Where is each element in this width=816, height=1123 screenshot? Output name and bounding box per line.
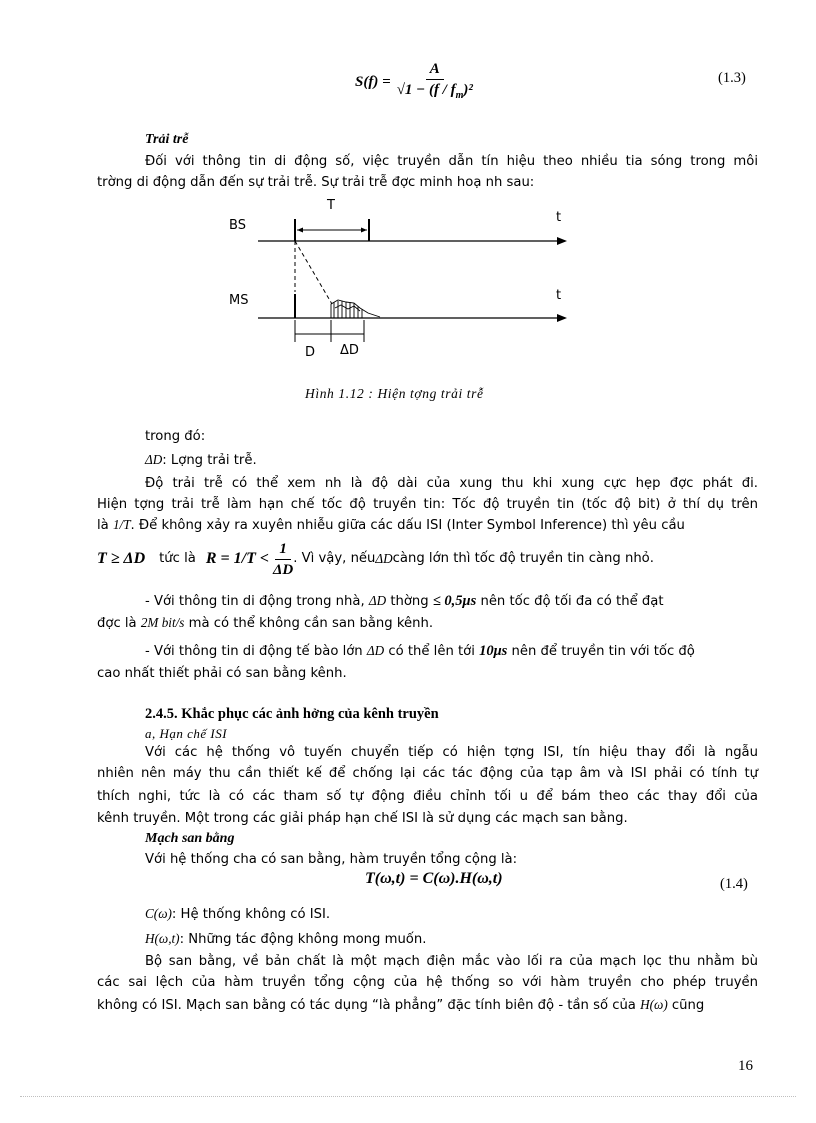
equalizer-para-line-3: không có ISI. Mạch san bằng có tác dụng “là phẳng” đặc tính biên độ - tần số của H(ω) cũng — [97, 997, 705, 1013]
section-para-line-2: nhiên nên máy thu cần thiết kế để chống lại các tác động của tạp âm và ISI phải có tính tự — [97, 766, 758, 781]
inequality-t-delta: T ≥ ΔD — [97, 549, 146, 567]
heading-mach-san-bang: Mạch san bằng — [145, 831, 235, 846]
h-omega-definition: H(ω,t): Những tác động không mong muốn. — [145, 931, 427, 947]
label-time-axis-bs: t — [556, 210, 562, 225]
label-period-t: T — [327, 198, 335, 213]
equation-1-4: T(ω,t) = C(ω).H(ω,t) — [365, 870, 503, 887]
equalizer-para-line-1: Bộ san bằng, về bản chất là một mạch điện mắc vào lối ra của mạch lọc thu nhằm bù — [145, 954, 758, 969]
body-line-2: Hiện tợng trải trễ làm hạn chế tốc độ truyền tin: Tốc độ truyền tin (tốc độ bit) ở thí dụ trên — [97, 497, 758, 512]
body-line-inequality: T ≥ ΔD tức là R = 1/T < $\frac{1}{\Delta D}$ . Vì vậy, nếu ΔD càng lớn thì tốc độ truyền tin càng nhỏ. — [97, 540, 654, 578]
trai-tre-line-2: trờng di động dẫn đến sự trải trễ. Sự trải trễ đợc minh hoạ nh sau: — [97, 175, 535, 190]
bullet-indoor-line-2: đợc là 2M bit/s mà có thể không cần san bằng kênh. — [97, 615, 434, 631]
trai-tre-line-1: Đối với thông tin di động số, việc truyền dẫn tín hiệu theo nhiều tia sóng trong môi — [145, 154, 758, 169]
body-line-3: là 1/T. Để không xảy ra xuyên nhiễu giữa các dấu ISI (Inter Symbol Inference) thì yêu cầu — [97, 517, 685, 533]
label-delay-d: D — [305, 345, 316, 360]
label-delta-d: ΔD — [340, 343, 359, 358]
section-para-line-3: thích nghi, tức là có các tham số tự động điều chỉnh tối u để bám theo các thay đổi của — [97, 789, 758, 804]
bs-axis-arrow — [557, 237, 567, 245]
c-omega-definition: C(ω): Hệ thống không có ISI. — [145, 906, 331, 922]
eq13-denominator: $√1 - (f / f_m)^2$ — [396, 81, 473, 101]
section-para-line-1: Với các hệ thống vô tuyến chuyển tiếp có hiện tợng ISI, tín hiệu thay đổi là ngẫu — [145, 745, 758, 760]
ms-axis-arrow — [557, 314, 567, 322]
figure-caption: Hình 1.12 : Hiện tợng trải trễ — [305, 386, 484, 401]
footer-rule — [20, 1096, 796, 1097]
page-number: 16 — [738, 1058, 753, 1074]
label-ms: MS — [229, 293, 249, 308]
label-time-axis-ms: t — [556, 288, 562, 303]
equation-number-1-4: (1.4) — [720, 876, 748, 892]
equation-number-1-3: (1.3) — [718, 70, 746, 86]
section-para-line-4: kênh truyền. Một trong các giải pháp hạn chế ISI là sử dụng các mạch san bằng. — [97, 811, 628, 826]
eq13-numerator: A — [426, 59, 444, 80]
section-heading: 2.4.5. Khắc phục các ảnh hởng của kênh truyền — [145, 706, 439, 722]
label-bs: BS — [229, 218, 246, 233]
bullet-cellular-line-2: cao nhất thiết phải có san bằng kênh. — [97, 666, 347, 681]
body-line-1: Độ trải trễ có thể xem nh là độ dài của xung thu khi xung cực hẹp đợc phát đi. — [145, 476, 758, 491]
eq13-lhs: S(f) = — [355, 73, 391, 90]
inequality-rate: R = 1/T < — [205, 549, 269, 567]
trong-do-label: trong đó: — [145, 429, 206, 444]
delta-d-definition: ΔD: Lợng trải trễ. — [145, 452, 257, 468]
mach-intro-line: Với hệ thống cha có san bằng, hàm truyền tổng cộng là: — [145, 852, 518, 867]
spread-pulse — [331, 300, 380, 318]
bullet-indoor-line-1: - Với thông tin di động trong nhà, ΔD thờng ≤ 0,5μs nên tốc độ tối đa có thể đạt — [145, 593, 664, 609]
delay-spread-figure — [220, 192, 580, 372]
heading-trai-tre: Trải trễ — [145, 132, 189, 147]
bullet-cellular-line-1: - Với thông tin di động tế bào lớn ΔD có thể lên tới 10μs nên để truyền tin với tốc độ — [145, 643, 695, 659]
subsection-a: a, Hạn chế ISI — [145, 726, 228, 741]
equation-1-3 — [355, 58, 473, 106]
equalizer-para-line-2: các sai lệch của hàm truyền tổng cộng của hệ thống so với hàm truyền cho phép truyền — [97, 975, 758, 990]
propagation-dashed-2 — [295, 241, 332, 304]
